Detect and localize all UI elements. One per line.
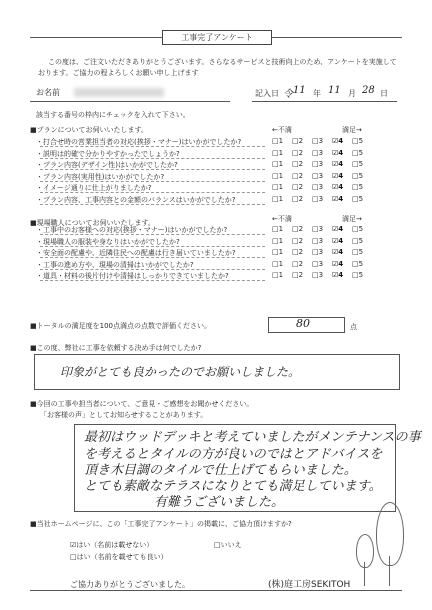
rating-option-2[interactable]: □2	[292, 225, 304, 233]
rating-option-4[interactable]: ☑4	[332, 248, 344, 256]
section2-heading: ■現場職人についてお伺いいたします。	[30, 219, 155, 227]
page-title: 工事完了アンケート	[162, 30, 272, 45]
date-era: 令	[283, 89, 293, 100]
rating-option-5[interactable]: □5	[352, 248, 364, 256]
rating-option-2[interactable]: □2	[292, 236, 304, 245]
question-text: ・イメージ通りに仕上がりましたか?	[36, 184, 152, 192]
rating-option-3[interactable]: □3	[312, 271, 324, 279]
rating-option-2[interactable]: □2	[292, 171, 304, 180]
question-text: ・説明は的確で分かりやすかったでしょうか?	[36, 149, 180, 158]
decision-answer: 印象がとても良かったのでお願いしました。	[60, 365, 301, 379]
homepage-yes-anonymous[interactable]: ☑はい（名前は載せない）	[70, 541, 154, 549]
question-text: ・安全面の配慮や、近隣住民への配慮は行き届いていましたか?	[36, 249, 236, 257]
question-leader-line	[40, 257, 265, 258]
voice-line-3: 頂き木目調のタイルで仕上げてもらいました。	[84, 463, 357, 478]
section1-scale-low: ←不満	[272, 126, 292, 134]
rating-option-4[interactable]: ☑4	[332, 236, 344, 245]
rating-option-4[interactable]: ☑4	[332, 137, 344, 145]
question-text: ・打合せ時の営業担当者の対応(挨拶・マナー)はいかがでしたか?	[36, 138, 242, 146]
rating-option-3[interactable]: □3	[312, 194, 324, 203]
question-text: ・工事中のお客様への対応(挨拶・マナー)はいかがでしたか?	[36, 226, 228, 234]
rating-option-5[interactable]: □5	[352, 148, 364, 157]
tree-small-icon	[356, 534, 374, 568]
rating-option-4[interactable]: ☑4	[332, 160, 344, 168]
voice-line-2: を考えるとタイルの方が良いのではとアドバイスを	[84, 447, 383, 462]
footer-thanks: ご協力ありがとうございました。	[70, 580, 190, 589]
decision-label: ■この度、弊社に工事を依頼する決め手は何でしたか?	[30, 344, 202, 352]
name-label: お名前	[36, 88, 60, 97]
question-leader-line	[40, 181, 265, 182]
voice-sublabel: 「お客様の声」としてお知らせすることがあります。	[40, 411, 208, 419]
section1-scale-high: 満足→	[342, 126, 362, 134]
question-text: ・道具・材料の後片付けや清掃はしっかりできていましたか?	[36, 272, 229, 280]
date-year-unit: 年	[313, 89, 321, 98]
rating-option-4[interactable]: ☑4	[332, 171, 344, 180]
rating-option-2[interactable]: □2	[292, 259, 304, 268]
date-underline	[252, 101, 397, 102]
rating-option-1[interactable]: □1	[272, 148, 284, 157]
question-leader-line	[40, 234, 265, 235]
score-unit: 点	[350, 323, 357, 331]
voice-line-1: 最初はウッドデッキと考えていましたがメンテナンスの事	[84, 430, 421, 445]
question-leader-line	[40, 158, 265, 159]
homepage-label: ■当社ホームページに、この「工事完了アンケート」の掲載に、ご協力頂けますか?	[30, 520, 292, 528]
date-month: 11	[328, 85, 341, 96]
date-day-unit: 日	[380, 89, 388, 98]
rating-option-1[interactable]: □1	[272, 194, 284, 203]
rating-option-1[interactable]: □1	[272, 259, 284, 268]
rating-option-2[interactable]: □2	[292, 271, 304, 279]
rating-option-4[interactable]: ☑4	[332, 183, 344, 191]
rating-option-3[interactable]: □3	[312, 236, 324, 245]
rating-option-4[interactable]: ☑4	[332, 194, 344, 203]
name-underline	[30, 101, 230, 102]
rating-option-4[interactable]: ☑4	[332, 225, 344, 233]
rating-option-3[interactable]: □3	[312, 248, 324, 256]
rating-option-1[interactable]: □1	[272, 271, 284, 279]
question-leader-line	[40, 169, 265, 170]
rating-option-1[interactable]: □1	[272, 160, 284, 168]
rating-option-2[interactable]: □2	[292, 183, 304, 191]
intro-line-1: この度は、ご注文いただきありがとうございます。さらなるサービスと技術向上のため、アンケートを実施して	[48, 58, 397, 66]
tree-large-trunk	[389, 556, 390, 586]
rating-option-3[interactable]: □3	[312, 160, 324, 168]
rating-option-5[interactable]: □5	[352, 271, 364, 279]
rating-option-2[interactable]: □2	[292, 248, 304, 256]
voice-label: ■今回の工事や担当者について、ご意見・ご感想をお聞かせください。	[30, 400, 254, 408]
rating-option-5[interactable]: □5	[352, 236, 364, 245]
question-leader-line	[40, 146, 265, 147]
rating-option-5[interactable]: □5	[352, 171, 364, 180]
rating-option-3[interactable]: □3	[312, 183, 324, 191]
tree-small-trunk	[364, 562, 365, 586]
section2-scale-low: ←不満	[272, 215, 292, 223]
question-leader-line	[40, 246, 265, 247]
section1-heading: ■プランについてお伺いいたします。	[30, 126, 148, 134]
section2-scale-high: 満足→	[342, 215, 362, 223]
redacted-name	[74, 88, 164, 97]
voice-line-4: とても素敵なテラスになりとても満足しています。	[84, 479, 382, 494]
rating-option-5[interactable]: □5	[352, 225, 364, 233]
question-leader-line	[40, 280, 265, 281]
rating-option-3[interactable]: □3	[312, 171, 324, 180]
voice-line-5: 有難うございました。	[154, 495, 285, 510]
intro-line-2: おります。ご協力の程よろしくお願い申し上げます	[38, 69, 199, 77]
date-year: 11	[293, 85, 306, 96]
rating-option-2[interactable]: □2	[292, 148, 304, 157]
rating-option-5[interactable]: □5	[352, 183, 364, 191]
question-leader-line	[40, 269, 265, 270]
question-leader-line	[40, 204, 265, 205]
rating-option-3[interactable]: □3	[312, 148, 324, 157]
question-text: ・プラン内容(実用性)はいかがでしたか?	[36, 172, 165, 181]
homepage-yes-named[interactable]: □はい（名前を載せても良い）	[70, 553, 168, 561]
date-month-unit: 月	[348, 89, 356, 98]
question-leader-line	[40, 192, 265, 193]
question-text: ・プラン内容、工事内容との金額のバランスはいかがでしたか?	[36, 195, 236, 204]
rating-option-5[interactable]: □5	[352, 137, 364, 145]
homepage-no[interactable]: □いいえ	[214, 541, 242, 549]
rating-option-2[interactable]: □2	[292, 194, 304, 203]
total-label: ■トータルの満足度を100点満点の点数で評価ください。	[30, 322, 211, 330]
question-text: ・現場職人の服装や身なりはいかがでしたか?	[36, 237, 180, 246]
rating-option-4[interactable]: ☑4	[332, 271, 344, 279]
rating-option-1[interactable]: □1	[272, 183, 284, 191]
question-text: ・工事の進め方や、現場の清掃はいかがでしたか?	[36, 260, 194, 269]
rating-option-1[interactable]: □1	[272, 171, 284, 180]
rating-option-4[interactable]: ☑4	[332, 259, 344, 268]
score-value: 80	[296, 317, 310, 330]
rating-option-3[interactable]: □3	[312, 137, 324, 145]
footer-company: (株)庭工房SEKITOH	[268, 580, 351, 590]
rating-option-2[interactable]: □2	[292, 137, 304, 145]
rating-option-1[interactable]: □1	[272, 137, 284, 145]
rating-option-3[interactable]: □3	[312, 225, 324, 233]
instruction: 該当する番号の枠内にチェックを入れて下さい。	[36, 111, 190, 119]
date-day: 28	[362, 85, 375, 96]
footer-rule	[30, 590, 402, 591]
rating-option-2[interactable]: □2	[292, 160, 304, 168]
rating-option-3[interactable]: □3	[312, 259, 324, 268]
question-text: ・プラン内容(デザイン性)はいかがでしたか?	[36, 161, 178, 169]
rating-option-4[interactable]: ☑4	[332, 148, 344, 157]
tree-large-icon	[376, 502, 404, 566]
rating-option-5[interactable]: □5	[352, 259, 364, 268]
rating-option-5[interactable]: □5	[352, 194, 364, 203]
rating-option-1[interactable]: □1	[272, 248, 284, 256]
rating-option-1[interactable]: □1	[272, 225, 284, 233]
rating-option-1[interactable]: □1	[272, 236, 284, 245]
date-label: 記入日	[255, 89, 279, 98]
rating-option-5[interactable]: □5	[352, 160, 364, 168]
